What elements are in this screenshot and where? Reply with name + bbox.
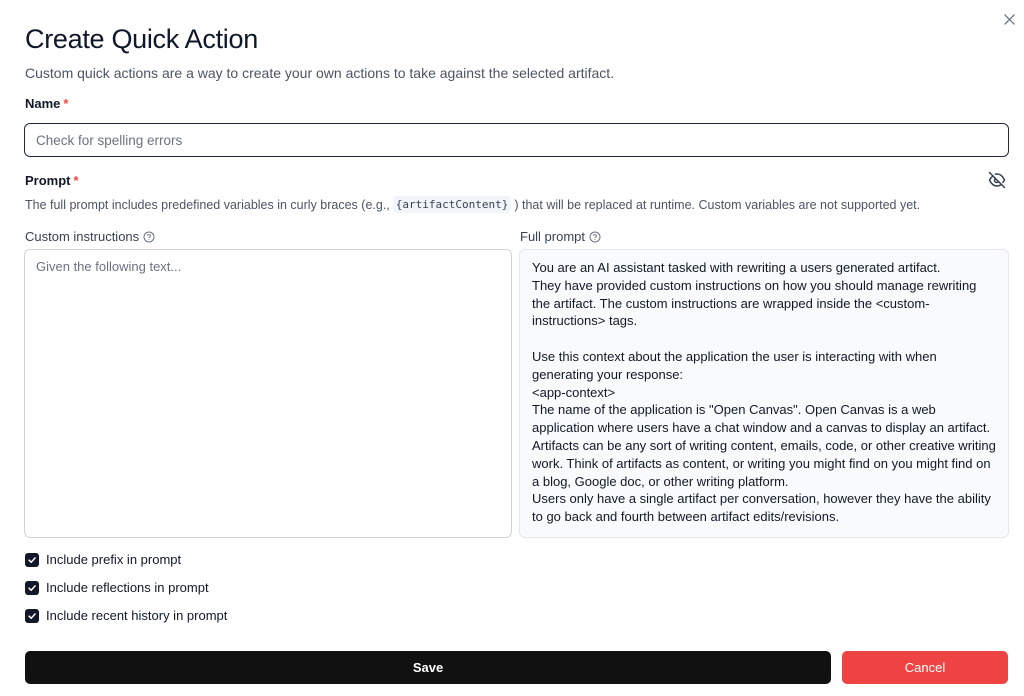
prompt-description [25,196,920,213]
custom-instructions-textarea[interactable] [24,249,512,538]
include-reflections-option[interactable] [25,580,209,595]
custom-instructions-label [25,229,155,244]
prompt-label-text: Prompt [25,173,71,188]
check-icon [27,555,37,565]
prompt-description-end: ) that will be replaced at runtime. Custom variables are not supported yet. [514,197,921,212]
include-reflections-checkbox[interactable] [25,581,39,595]
help-icon[interactable] [589,231,601,243]
check-icon [27,611,37,621]
name-label [25,96,68,111]
custom-instructions-label-text: Custom instructions [25,229,140,244]
include-recent-history-label: Include recent history in prompt [46,608,228,623]
toggle-prompt-visibility-button[interactable] [988,171,1006,189]
full-prompt-preview[interactable]: You are an AI assistant tasked with rewriting a users generated artifact. They have provided custom instructions on how you should manage rewriting the artifact. The custom instructions are wrapped inside the <custom-instructions> tags. Use this context about the application the user is interacting with when generating your response: <app-context> The name of the application is "Open Canvas". Open Canvas is a web application where users have a chat window and a canvas to display an artifact. Artifacts can be any sort of writing content, emails, code, or other creative writing work. Think of artifacts as content, or writing you might find on you might find on a blog, Google doc, or other writing platform. Users only have a single artifact per conversation, however they have the ability to go back and fourth between artifact edits/revisions. [519,249,1009,538]
name-input[interactable] [24,123,1009,157]
include-prefix-option[interactable] [25,552,181,567]
full-prompt-label-text: Full prompt [520,229,586,244]
prompt-label [25,173,79,188]
help-icon[interactable] [143,231,155,243]
full-prompt-label [520,229,601,244]
cancel-button[interactable]: Cancel [842,651,1008,684]
variable-example: {artifactContent} [393,196,512,213]
include-prefix-label: Include prefix in prompt [46,552,182,567]
eye-off-icon [988,171,1006,189]
dialog-subtitle: Custom quick actions are a way to create your own actions to take against the selected artifact. [25,65,615,81]
prompt-description-start: The full prompt includes predefined variables in curly braces (e.g., [25,197,390,212]
include-recent-history-checkbox[interactable] [25,609,39,623]
close-icon [1004,14,1015,25]
save-button[interactable]: Save [25,651,831,684]
include-reflections-label: Include reflections in prompt [46,580,209,595]
check-icon [27,583,37,593]
name-label-text: Name [25,96,61,111]
required-mark: * [73,173,79,188]
include-prefix-checkbox[interactable] [25,553,39,567]
include-recent-history-option[interactable] [25,608,227,623]
dialog-title: Create Quick Action [25,24,258,54]
close-button[interactable] [998,8,1020,30]
required-mark: * [63,96,69,111]
